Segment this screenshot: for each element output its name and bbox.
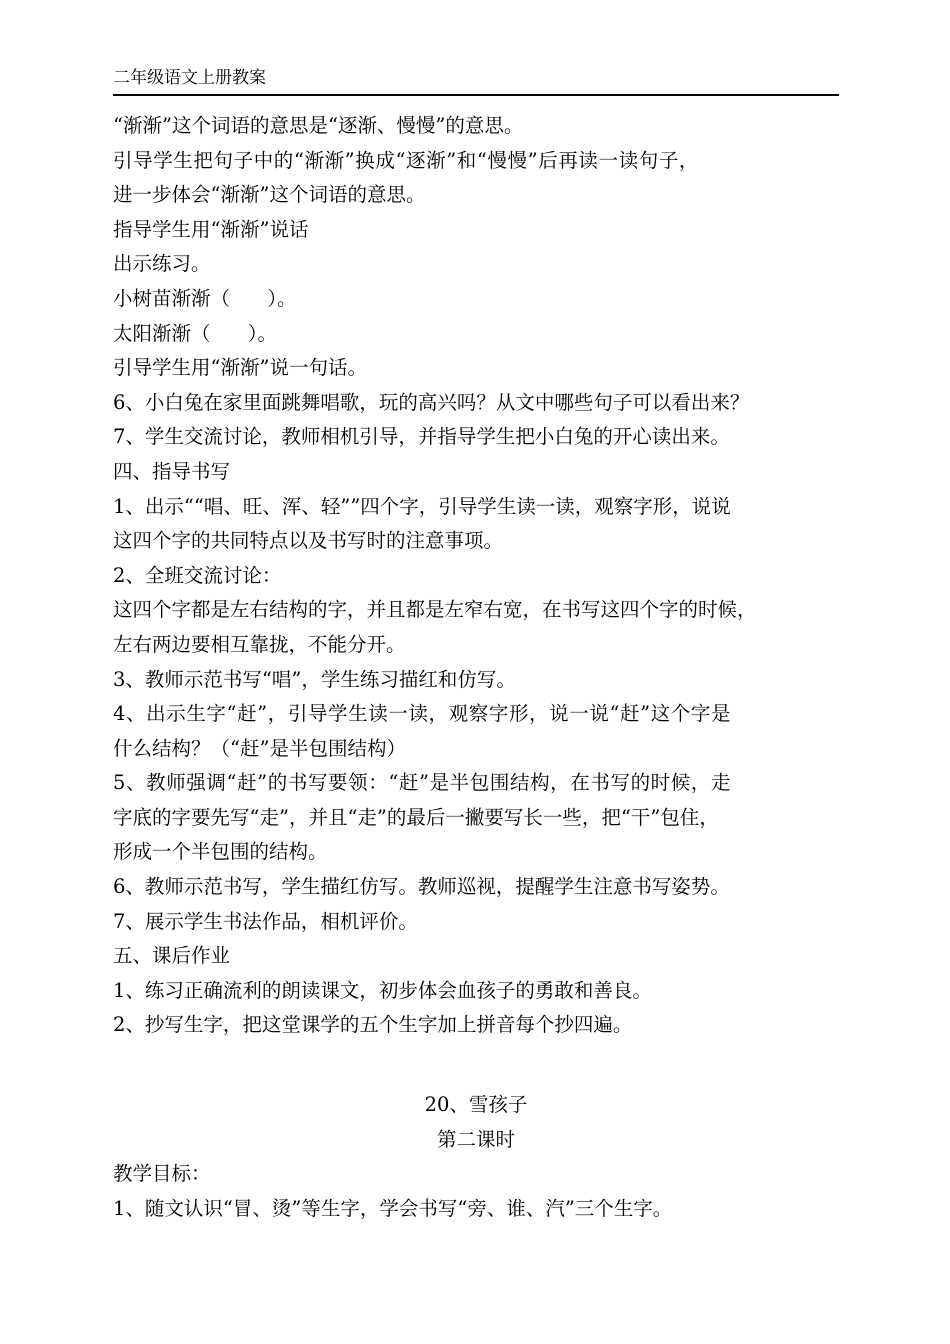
spacer <box>113 1043 839 1088</box>
text-line: 进一步体会“渐渐”这个词语的意思。 <box>113 183 426 207</box>
text-line: 出示练习。 <box>113 252 211 276</box>
text-line: 6、教师示范书写，学生描红仿写。教师巡视，提醒学生注意书写姿势。 <box>113 875 730 899</box>
text-line: 教学目标： <box>113 1162 211 1186</box>
section-heading: 四、指导书写 <box>113 459 231 483</box>
text-line: 左右两边要相互靠拢，不能分开。 <box>113 632 406 656</box>
text-line: 7、展示学生书法作品，相机评价。 <box>113 909 418 933</box>
header-title: 二年级语文上册教案 <box>113 68 266 88</box>
text-line: 这四个字都是左右结构的字，并且都是左窄右宽，在书写这四个字的时候， <box>113 598 757 622</box>
section-heading: 五、课后作业 <box>113 944 231 968</box>
text-line: 小树苗渐渐（ ）。 <box>113 286 297 310</box>
text-line: 7、学生交流讨论，教师相机引导，并指导学生把小白兔的开心读出来。 <box>113 425 730 449</box>
text-line: 指导学生用“渐渐”说话 <box>113 217 309 241</box>
text-line: “渐渐”这个词语的意思是“逐渐、慢慢”的意思。 <box>113 114 524 137</box>
text-line: 2、全班交流讨论： <box>113 563 282 587</box>
text-line: 形成一个半包围的结构。 <box>113 840 328 864</box>
text-line: 3、教师示范书写“唱”，学生练习描红和仿写。 <box>113 667 516 691</box>
text-line: 1、随文认识“冒、烫”等生字，学会书写“旁、谁、汽”三个生字。 <box>113 1196 673 1220</box>
text-line: 6、小白兔在家里面跳舞唱歌，玩的高兴吗？从文中哪些句子可以看出来？ <box>113 390 750 414</box>
text-line: 1、出示““唱、旺、浑、轻””四个字，引导学生读一读，观察字形，说说 <box>113 494 731 518</box>
text-line: 引导学生用“渐渐”说一句话。 <box>113 356 367 380</box>
text-line: 这四个字的共同特点以及书写时的注意事项。 <box>113 529 504 553</box>
document-body <box>113 109 839 1226</box>
text-line: 2、抄写生字，把这堂课学的五个生字加上拼音每个抄四遍。 <box>113 1013 633 1037</box>
lesson-title: 20、雪孩子 <box>424 1093 528 1117</box>
text-line: 1、练习正确流利的朗读课文，初步体会血孩子的勇敢和善良。 <box>113 978 652 1002</box>
text-line: 什么结构？（“赶”是半包围结构） <box>113 736 406 760</box>
text-line: 4、出示生字“赶”，引导学生读一读，观察字形，说一说“赶”这个字是 <box>113 702 732 726</box>
page-header <box>113 64 839 96</box>
lesson-subtitle: 第二课时 <box>436 1127 515 1151</box>
text-line: 字底的字要先写“走”，并且“走”的最后一撇要写长一些，把“干”包住， <box>113 805 719 829</box>
text-line: 太阳渐渐（ ）。 <box>113 321 277 345</box>
text-line: 5、教师强调“赶”的书写要领：“赶”是半包围结构，在书写的时候，走 <box>113 771 732 795</box>
text-line: 引导学生把句子中的“渐渐”换成“逐渐”和“慢慢”后再读一读句子， <box>113 148 700 172</box>
